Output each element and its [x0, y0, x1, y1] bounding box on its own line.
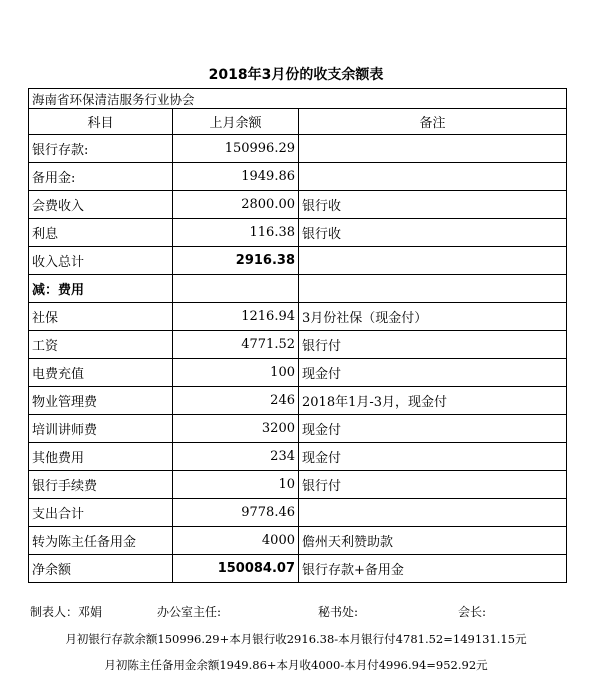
- table-row: [29, 331, 567, 359]
- table-row: [29, 135, 567, 163]
- cell-subject: 其他费用: [29, 443, 173, 471]
- cell-subject: 减：费用: [29, 275, 173, 303]
- cell-amount: 234: [173, 443, 299, 471]
- signature-secretary: 秘书处:: [318, 605, 359, 619]
- cell-note: 儋州天利赞助款: [299, 527, 567, 555]
- table-row: [29, 471, 567, 499]
- cell-subject: 培训讲师费: [29, 415, 173, 443]
- cell-amount: 1216.94: [173, 303, 299, 331]
- table-row: [29, 499, 567, 527]
- cell-note: 现金付: [299, 415, 567, 443]
- table-row: [29, 275, 567, 303]
- cell-subject: 备用金:: [29, 163, 173, 191]
- cell-note: 银行付: [299, 331, 567, 359]
- cell-amount: 246: [173, 387, 299, 415]
- cell-note: 3月份社保（现金付）: [299, 303, 567, 331]
- org-row: [29, 89, 567, 109]
- table-row: [29, 247, 567, 275]
- table-row: [29, 303, 567, 331]
- cell-subject: 工资: [29, 331, 173, 359]
- cell-note: [299, 163, 567, 191]
- cell-note: 银行存款+备用金: [299, 555, 567, 583]
- cell-subject: 利息: [29, 219, 173, 247]
- cell-note: 银行收: [299, 219, 567, 247]
- header-subject: 科目: [29, 109, 173, 135]
- cell-amount: 150996.29: [173, 135, 299, 163]
- cell-note: 2018年1月-3月，现金付: [299, 387, 567, 415]
- table-row: [29, 527, 567, 555]
- cell-amount: 116.38: [173, 219, 299, 247]
- cell-subject: 电费充值: [29, 359, 173, 387]
- cell-amount: 100: [173, 359, 299, 387]
- table-row: [29, 415, 567, 443]
- cell-subject: 银行存款:: [29, 135, 173, 163]
- note-petty-cash: 月初陈主任备用金余额1949.86+本月收4000-本月付4996.94=952.92元: [104, 658, 488, 672]
- org-name: 海南省环保清洁服务行业协会: [29, 89, 567, 109]
- cell-subject: 收入总计: [29, 247, 173, 275]
- balance-table: [28, 88, 567, 583]
- cell-amount: 4771.52: [173, 331, 299, 359]
- cell-amount: 10: [173, 471, 299, 499]
- cell-amount: 150084.07: [173, 555, 299, 583]
- cell-note: 现金付: [299, 359, 567, 387]
- signature-president: 会长:: [458, 605, 487, 619]
- header-balance: 上月余额: [173, 109, 299, 135]
- cell-subject: 转为陈主任备用金: [29, 527, 173, 555]
- signature-office: 办公室主任:: [157, 605, 222, 619]
- table-row: [29, 387, 567, 415]
- header-note: 备注: [299, 109, 567, 135]
- header-row: [29, 109, 567, 135]
- table-row: [29, 359, 567, 387]
- cell-amount: [173, 275, 299, 303]
- table-row: [29, 555, 567, 583]
- cell-subject: 物业管理费: [29, 387, 173, 415]
- note-bank-balance: 月初银行存款余额150996.29+本月银行收2916.38-本月银行付4781.52=149131.15元: [65, 632, 527, 646]
- table-row: [29, 219, 567, 247]
- cell-note: [299, 275, 567, 303]
- cell-note: [299, 499, 567, 527]
- page-title: 2018年3月份的收支余额表: [208, 67, 384, 83]
- signature-preparer: 制表人：邓娟: [30, 605, 103, 619]
- table-row: [29, 163, 567, 191]
- cell-amount: 2800.00: [173, 191, 299, 219]
- cell-subject: 净余额: [29, 555, 173, 583]
- table-row: [29, 191, 567, 219]
- cell-amount: 2916.38: [173, 247, 299, 275]
- cell-note: [299, 247, 567, 275]
- cell-amount: 4000: [173, 527, 299, 555]
- cell-subject: 支出合计: [29, 499, 173, 527]
- cell-amount: 3200: [173, 415, 299, 443]
- cell-amount: 9778.46: [173, 499, 299, 527]
- cell-subject: 银行手续费: [29, 471, 173, 499]
- cell-note: 银行付: [299, 471, 567, 499]
- cell-note: 银行收: [299, 191, 567, 219]
- table-row: [29, 443, 567, 471]
- cell-subject: 社保: [29, 303, 173, 331]
- cell-subject: 会费收入: [29, 191, 173, 219]
- cell-note: [299, 135, 567, 163]
- cell-amount: 1949.86: [173, 163, 299, 191]
- cell-note: 现金付: [299, 443, 567, 471]
